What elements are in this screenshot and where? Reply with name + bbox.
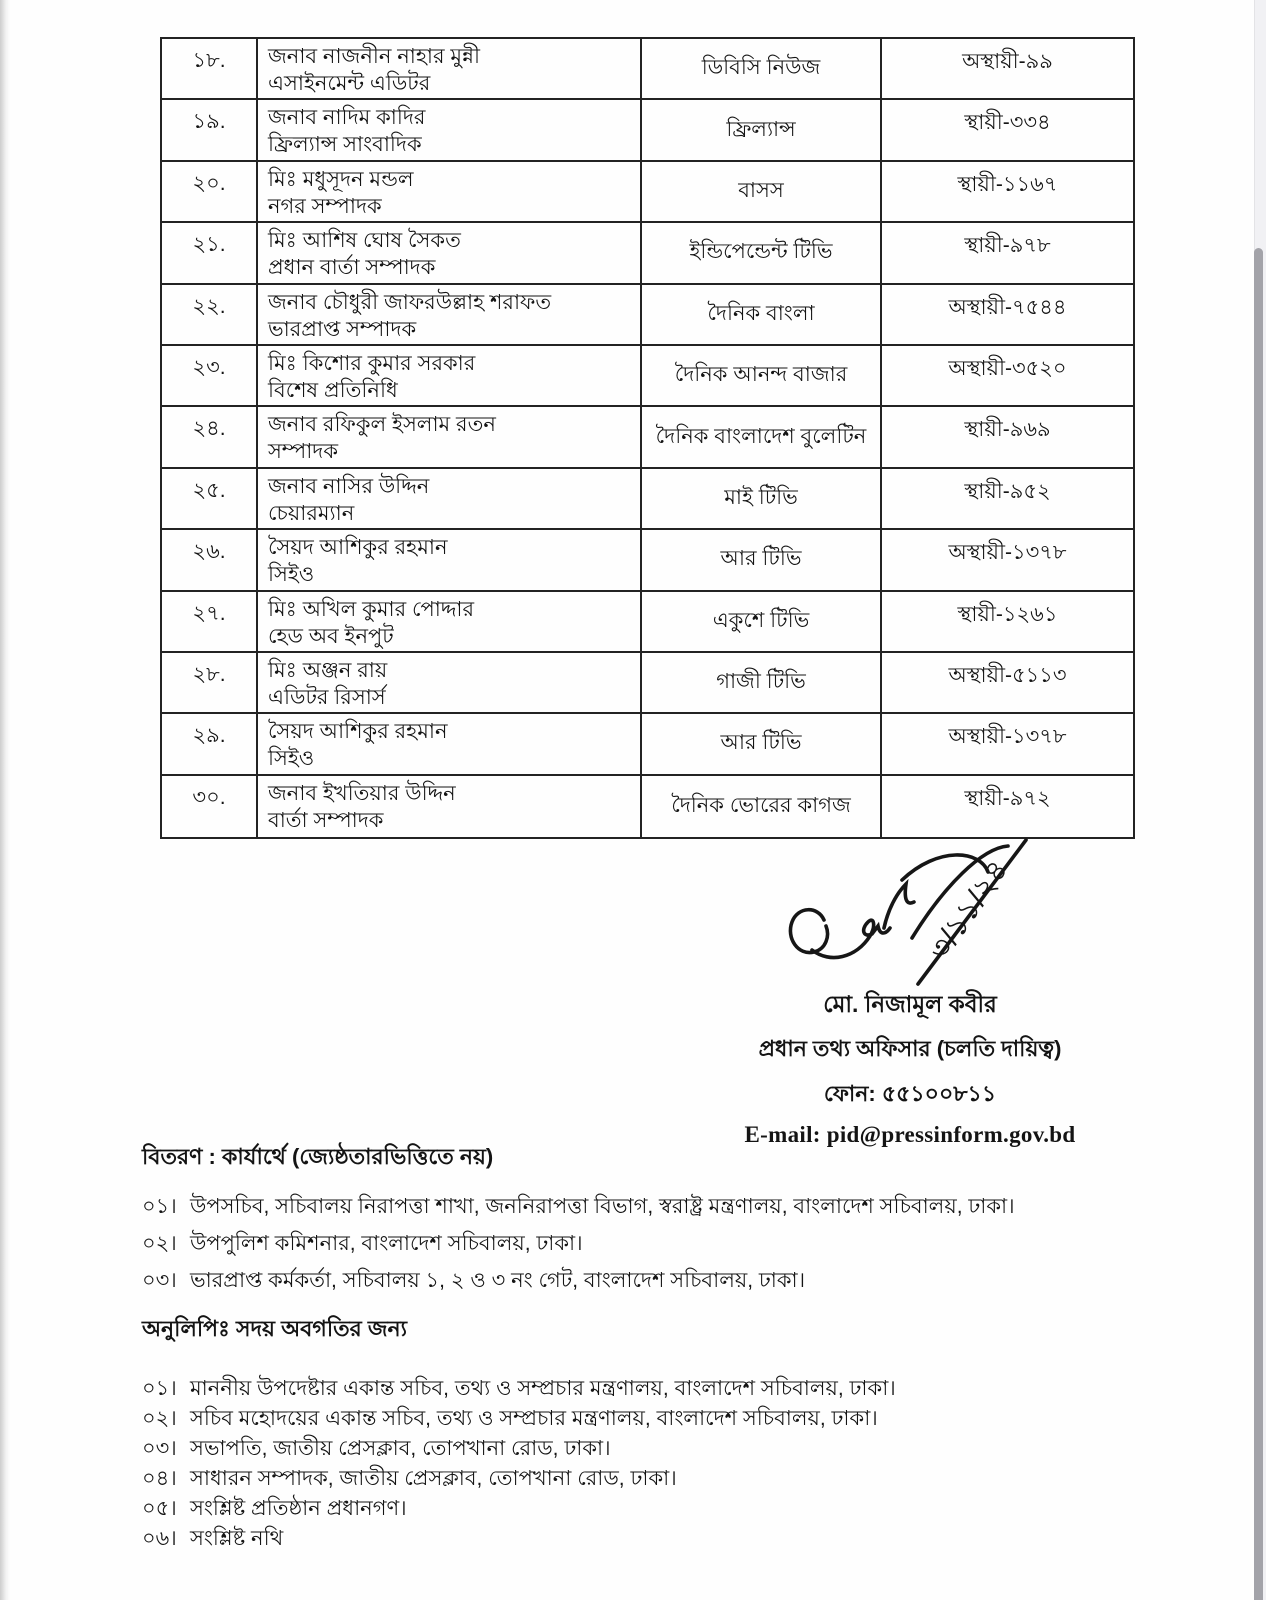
pass-cell <box>882 653 1133 712</box>
person-designation: চেয়ারম্যান <box>268 501 355 525</box>
signature-squiggle <box>812 920 890 957</box>
organization-cell <box>642 714 882 773</box>
list-item <box>142 1466 1152 1492</box>
list-item-text: সভাপতি, জাতীয় প্রেসক্লাব, তোপখানা রোড, ঢাকা। <box>190 1437 611 1460</box>
organization-name: আর টিভি <box>720 731 802 755</box>
person-name: জনাব নাজনীন নাহার মুন্নী <box>268 45 481 68</box>
name-cell <box>258 407 642 466</box>
pass-cell <box>882 776 1133 837</box>
person-name: জনাব চৌধুরী জাফরউল্লাহ শরাফত <box>268 290 552 314</box>
list-item <box>142 1231 1152 1257</box>
table-row <box>162 469 1133 530</box>
organization-name: ফ্রিল্যান্স <box>726 117 796 141</box>
organization-name: গাজী টিভি <box>716 670 806 694</box>
serial-cell <box>162 592 258 651</box>
serial-number: ২০. <box>192 171 226 195</box>
organization-cell <box>642 469 882 528</box>
serial-number: ২৫. <box>192 478 226 502</box>
name-cell <box>258 714 642 773</box>
signatory-phone: ফোন: ৫৫১০০৮১১ <box>823 1081 997 1106</box>
list-item-number: ০৬। <box>142 1527 177 1550</box>
list-item <box>142 1496 1152 1522</box>
serial-cell <box>162 530 258 589</box>
pass-cell <box>882 223 1133 282</box>
pass-number: স্থায়ী-৩৩৪ <box>964 111 1051 135</box>
pass-number: স্থায়ী-৯৫২ <box>964 479 1051 503</box>
table-row <box>162 100 1133 161</box>
serial-cell <box>162 346 258 405</box>
serial-cell <box>162 714 258 773</box>
list-item <box>142 1406 1152 1432</box>
organization-cell <box>642 100 882 159</box>
organization-cell <box>642 223 882 282</box>
table-row <box>162 714 1133 775</box>
organization-name: ডিবিসি নিউজ <box>701 56 821 80</box>
pass-cell <box>882 285 1133 344</box>
list-item <box>142 1436 1152 1462</box>
list-item-number: ০৩। <box>142 1437 177 1460</box>
list-item-text: সংশ্লিষ্ট প্রতিষ্ঠান প্রধানগণ। <box>190 1497 407 1520</box>
serial-number: ৩০. <box>192 785 226 809</box>
pass-number: অস্থায়ী-১৩৭৮ <box>948 541 1067 565</box>
signature-date: ৩/১১/২৪ <box>922 853 1016 967</box>
pass-cell <box>882 714 1133 773</box>
list-item-number: ০৪। <box>142 1467 177 1490</box>
person-name: জনাব রফিকুল ইসলাম রতন <box>268 413 496 437</box>
name-cell <box>258 162 642 221</box>
list-item <box>142 1194 1152 1220</box>
table-row <box>162 162 1133 223</box>
organization-name: বাসস <box>738 178 784 202</box>
organization-cell <box>642 346 882 405</box>
table-row <box>162 407 1133 468</box>
scrollbar-track[interactable] <box>1254 0 1266 1600</box>
person-name: জনাব নাসির উদ্দিন <box>268 474 430 498</box>
scan-edge-shadow <box>0 0 10 1600</box>
list-item-text: সচিব মহোদয়ের একান্ত সচিব, তথ্য ও সম্প্রচার মন্ত্রণালয়, বাংলাদেশ সচিবালয়, ঢাকা। <box>190 1407 878 1430</box>
person-name: মিঃ অঞ্জন রায় <box>268 658 388 682</box>
person-designation: নগর সম্পাদক <box>268 194 382 218</box>
table-row <box>162 653 1133 714</box>
person-name: মিঃ কিশোর কুমার সরকার <box>268 351 476 375</box>
serial-number: ২১. <box>192 233 226 257</box>
serial-number: ২৯. <box>192 724 226 748</box>
person-name: মিঃ মধুসূদন মন্ডল <box>268 167 414 191</box>
serial-cell <box>162 162 258 221</box>
organization-cell <box>642 653 882 712</box>
table-row <box>162 530 1133 591</box>
serial-number: ২৩. <box>192 355 226 379</box>
list-item-number: ০২। <box>142 1232 177 1255</box>
list-item-number: ০৫। <box>142 1497 177 1520</box>
person-name: জনাব ইখতিয়ার উদ্দিন <box>268 781 456 805</box>
serial-cell <box>162 39 258 98</box>
person-designation: বিশেষ প্রতিনিধি <box>268 378 398 402</box>
organization-cell <box>642 162 882 221</box>
table-row <box>162 223 1133 284</box>
copies-heading: অনুলিপিঃ সদয় অবগতির জন্য <box>142 1316 408 1341</box>
person-name: মিঃ আশিষ ঘোষ সৈকত <box>268 229 461 253</box>
serial-number: ২৬. <box>192 540 226 564</box>
person-designation: ভারপ্রাপ্ত সম্পাদক <box>268 317 417 341</box>
name-cell <box>258 530 642 589</box>
signatory-title: প্রধান তথ্য অফিসার (চলতি দায়িত্ব) <box>758 1036 1062 1061</box>
pass-cell <box>882 39 1133 98</box>
organization-name: দৈনিক আনন্দ বাজার <box>674 363 848 387</box>
list-item-text: উপসচিব, সচিবালয় নিরাপত্তা শাখা, জননিরাপত্তা বিভাগ, স্বরাষ্ট্র মন্ত্রণালয়, বাংলাদেশ সচিবালয়, ঢাকা। <box>190 1195 1015 1218</box>
organization-name: আর টিভি <box>720 547 802 571</box>
name-cell <box>258 776 642 837</box>
pass-number: স্থায়ী-৯৬৯ <box>964 418 1051 442</box>
pass-number: অস্থায়ী-১৩৭৮ <box>948 725 1067 749</box>
person-designation: বার্তা সম্পাদক <box>268 808 384 832</box>
person-designation: সিইও <box>268 747 315 771</box>
list-item-text: উপপুলিশ কমিশনার, বাংলাদেশ সচিবালয়, ঢাকা। <box>190 1232 583 1255</box>
table-row <box>162 285 1133 346</box>
organization-name: দৈনিক বাংলাদেশ বুলেটিন <box>655 424 867 448</box>
copies-list <box>142 1376 1152 1556</box>
organization-cell <box>642 39 882 98</box>
organization-name: দৈনিক বাংলা <box>707 301 815 325</box>
pass-number: অস্থায়ী-৭৫৪৪ <box>948 295 1067 319</box>
serial-cell <box>162 285 258 344</box>
list-item <box>142 1376 1152 1402</box>
name-cell <box>258 39 642 98</box>
organization-name: একুশে টিভি <box>712 608 810 632</box>
signatory-email: E-mail: pid@pressinform.gov.bd <box>744 1122 1076 1147</box>
signature-stroke <box>884 884 914 928</box>
organization-cell <box>642 592 882 651</box>
person-name: সৈয়দ আশিকুর রহমান <box>268 720 448 744</box>
pass-number: অস্থায়ী-৯৯ <box>962 50 1053 73</box>
list-item-text: সাধারন সম্পাদক, জাতীয় প্রেসক্লাব, তোপখানা রোড, ঢাকা। <box>190 1467 677 1490</box>
organization-name: মাই টিভি <box>724 485 798 509</box>
serial-cell <box>162 407 258 466</box>
person-designation: এডিটর রিসার্স <box>268 685 386 709</box>
name-cell <box>258 592 642 651</box>
organization-cell <box>642 530 882 589</box>
table-row <box>162 592 1133 653</box>
serial-cell <box>162 100 258 159</box>
serial-number: ২৪. <box>192 417 226 441</box>
organization-cell <box>642 285 882 344</box>
serial-cell <box>162 653 258 712</box>
signatory-block <box>690 986 1130 1148</box>
pass-cell <box>882 162 1133 221</box>
organization-name: ইন্ডিপেন্ডেন্ট টিভি <box>689 240 833 264</box>
scrollbar-thumb[interactable] <box>1254 248 1263 1600</box>
signatory-name: মো. নিজামূল কবীর <box>823 991 997 1017</box>
list-item-text: মাননীয় উপদেষ্টার একান্ত সচিব, তথ্য ও সম্প্রচার মন্ত্রণালয়, বাংলাদেশ সচিবালয়, ঢাকা। <box>190 1377 896 1400</box>
list-item-number: ০৩। <box>142 1269 177 1292</box>
pass-number: অস্থায়ী-৩৫২০ <box>948 356 1067 380</box>
person-designation: হেড অব ইনপুট <box>268 624 394 648</box>
person-designation: সম্পাদক <box>268 440 339 464</box>
pass-cell <box>882 346 1133 405</box>
person-name: সৈয়দ আশিকুর রহমান <box>268 536 448 560</box>
list-item-number: ০১। <box>142 1195 177 1218</box>
name-cell <box>258 653 642 712</box>
pass-cell <box>882 100 1133 159</box>
pass-number: স্থায়ী-১২৬১ <box>957 602 1058 626</box>
pass-cell <box>882 530 1133 589</box>
pass-cell <box>882 592 1133 651</box>
press-pass-table <box>160 37 1135 839</box>
name-cell <box>258 285 642 344</box>
person-designation: সিইও <box>268 563 315 587</box>
pass-cell <box>882 407 1133 466</box>
serial-number: ২৮. <box>192 662 226 686</box>
person-designation: এসাইনমেন্ট এডিটর <box>268 72 431 95</box>
pass-number: স্থায়ী-৯৭৮ <box>964 234 1051 258</box>
list-item-text: সংশ্লিষ্ট নথি <box>190 1527 284 1550</box>
list-item <box>142 1526 1152 1552</box>
table-row <box>162 39 1133 100</box>
pass-cell <box>882 469 1133 528</box>
serial-number: ১৮. <box>192 49 226 72</box>
serial-cell <box>162 776 258 837</box>
signature-loop <box>790 910 827 953</box>
person-designation: ফ্রিল্যান্স সাংবাদিক <box>268 133 422 157</box>
name-cell <box>258 223 642 282</box>
serial-number: ২৭. <box>192 601 226 625</box>
serial-cell <box>162 469 258 528</box>
serial-cell <box>162 223 258 282</box>
handwritten-signature <box>772 832 1034 992</box>
name-cell <box>258 346 642 405</box>
organization-cell <box>642 776 882 837</box>
pass-number: স্থায়ী-১১৬৭ <box>957 172 1058 196</box>
person-designation: প্রধান বার্তা সম্পাদক <box>268 256 436 280</box>
list-item-text: ভারপ্রাপ্ত কর্মকর্তা, সচিবালয় ১, ২ ও ৩ নং গেট, বাংলাদেশ সচিবালয়, ঢাকা। <box>190 1269 806 1292</box>
organization-name: দৈনিক ভোরের কাগজ <box>671 793 851 817</box>
serial-number: ১৯. <box>192 110 226 134</box>
list-item-number: ০১। <box>142 1377 177 1400</box>
distribution-heading: বিতরণ : কার্যার্থে (জ্যেষ্ঠতারভিত্তিতে নয়) <box>142 1144 494 1169</box>
pass-number: অস্থায়ী-৫১১৩ <box>948 663 1067 687</box>
organization-cell <box>642 407 882 466</box>
person-name: জনাব নাদিম কাদির <box>268 106 426 130</box>
list-item <box>142 1268 1152 1294</box>
table-row <box>162 346 1133 407</box>
person-name: মিঃ অখিল কুমার পোদ্দার <box>268 597 475 621</box>
pass-number: স্থায়ী-৯৭২ <box>964 786 1051 810</box>
table-row <box>162 776 1133 837</box>
list-item-number: ০২। <box>142 1407 177 1430</box>
name-cell <box>258 100 642 159</box>
distribution-list <box>142 1194 1152 1305</box>
serial-number: ২২. <box>192 294 226 318</box>
name-cell <box>258 469 642 528</box>
